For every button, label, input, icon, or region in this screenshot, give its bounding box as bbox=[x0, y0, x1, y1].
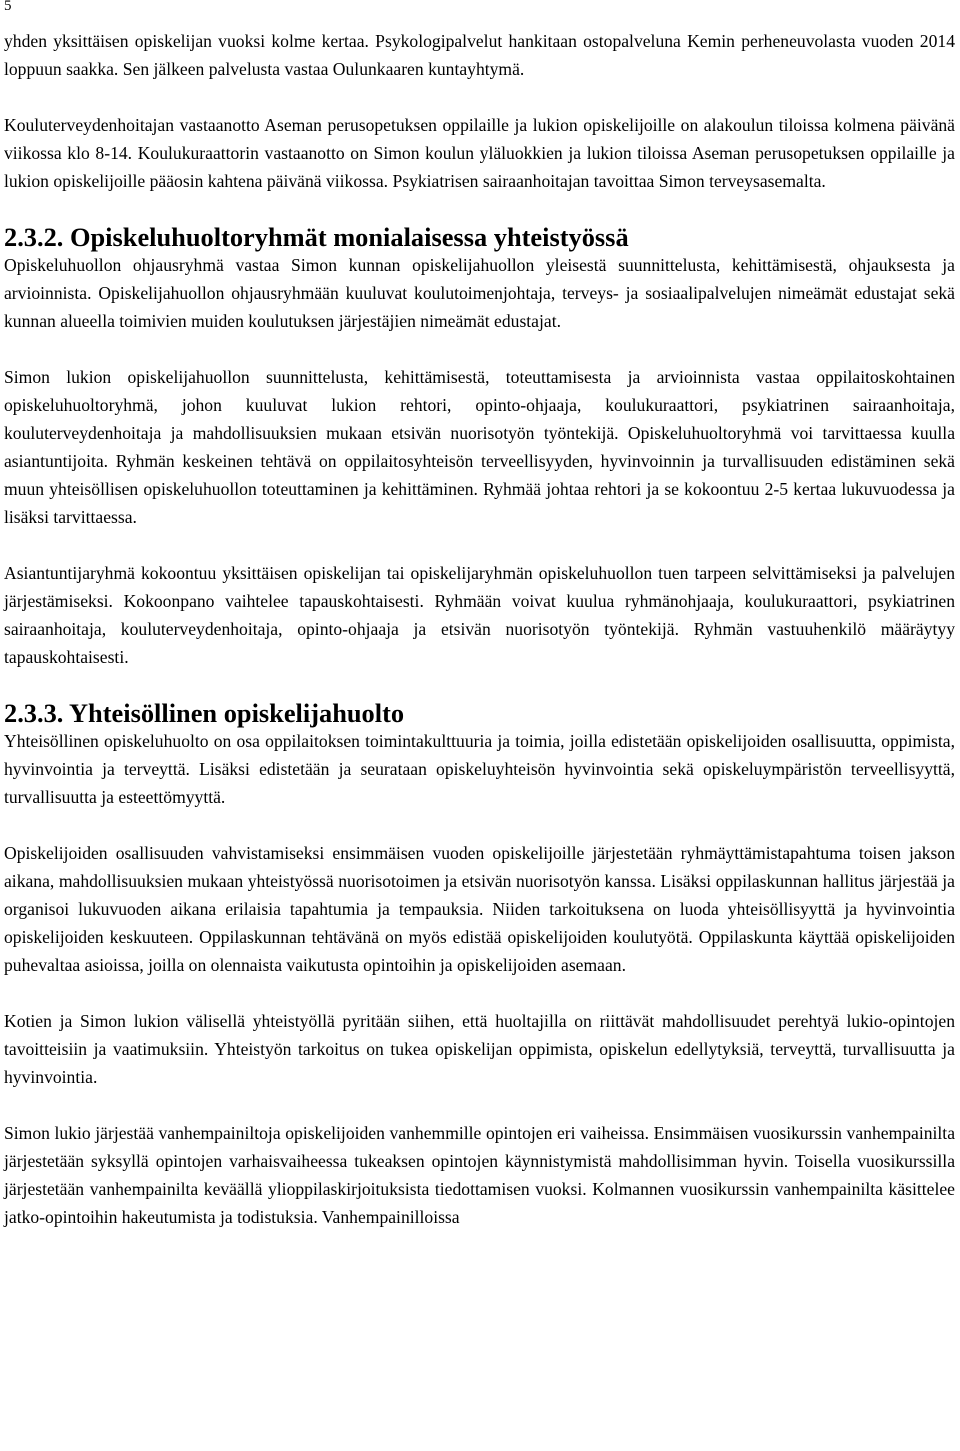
paragraph-psychologist-services: yhden yksittäisen opiskelijan vuoksi kolme kertaa. Psykologipalvelut hankitaan ostopalveluna Kemin perheneuvolasta vuoden 2014 loppuun saakka. Sen jälkeen palvelusta vastaa Oulunkaaren kuntayhtymä. bbox=[4, 31, 955, 79]
paragraph-spacer bbox=[4, 531, 955, 559]
paragraph-parent-evenings: Simon lukio järjestää vanhempainiltoja opiskelijoiden vanhemmille opintojen eri vaiheissa. Ensimmäisen vuosikurssin vanhempainilta järjestetään syksyllä opintojen varhaisvaiheessa tukeaksen opintojen käynnistymistä mahdollisimman hyvin. Toisella vuosikurssilla järjestetään vanhempainilta keväällä ylioppilaskirjoituksista tiedottamisen vuoksi. Kolmannen vuosikurssin vanhempainilta käsittelee jatko-opintoihin hakeutumista ja todistuksia. Vanhempainilloissa bbox=[4, 1123, 955, 1227]
section-heading-2-3-3: 2.3.3. Yhteisöllinen opiskelijahuolto bbox=[4, 698, 405, 728]
paragraph-reception-hours: Kouluterveydenhoitajan vastaanotto Aseman perusopetuksen oppilaille ja lukion opiskelijoille on alakoulun tiloissa kolmena päivänä viikossa klo 8-14. Koulukuraattorin vastaanotto on Simon koulun yläluokkien ja lukion tiloissa Aseman perusopetuksen oppilaille ja lukion opiskelijoille pääosin kahtena päivänä viikossa. Psykiatrisen sairaanhoitajan tavoittaa Simon terveysasemalta. bbox=[4, 115, 955, 191]
paragraph-spacer bbox=[4, 335, 955, 363]
document-body bbox=[4, 27, 955, 1231]
paragraph-student-participation: Opiskelijoiden osallisuuden vahvistamiseksi ensimmäisen vuoden opiskelijoille järjestetään ryhmäyttämistapahtuma toisen jakson aikana, mahdollisuuksien mukaan yhteistyössä nuorisotoimen ja etsivän nuorisotyön kanssa. Lisäksi oppilaskunnan hallitus järjestää ja organisoi lukuvuoden aikana erilaisia tapahtumia ja tempauksia. Niiden tarkoituksena on luoda yhteisöllisyyttä ja hyvinvointia opiskelijoiden keskuuteen. Oppilaskunnan tehtävänä on myös edistää opiskelijoiden koulutyötä. Oppilaskunta käyttää opiskelijoiden puhevaltaa asioissa, joilla on olennaista vaikutusta opintoihin ja opiskelijoiden asemaan. bbox=[4, 843, 955, 975]
paragraph-spacer bbox=[4, 1091, 955, 1119]
paragraph-communal-welfare: Yhteisöllinen opiskeluhuolto on osa oppilaitoksen toimintakulttuuria ja toimia, joilla edistetään opiskelijoiden osallisuutta, oppimista, hyvinvointia ja terveyttä. Lisäksi edistetään ja seurataan opiskeluyhteisön hyvinvointia sekä opiskeluympäristön terveellisyyttä, turvallisuutta ja esteettömyyttä. bbox=[4, 731, 955, 807]
section-heading-2-3-2: 2.3.2. Opiskeluhuoltoryhmät monialaisessa yhteistyössä bbox=[4, 222, 629, 252]
paragraph-spacer bbox=[4, 671, 955, 699]
paragraph-spacer bbox=[4, 811, 955, 839]
paragraph-home-cooperation: Kotien ja Simon lukion välisellä yhteistyöllä pyritään siihen, että huoltajilla on riittävät mahdollisuudet perehtyä lukio-opintojen tavoitteisiin ja vaatimuksiin. Yhteistyön tarkoitus on tukea opiskelijan oppimista, opiskelun edellytyksiä, terveyttä, turvallisuutta ja hyvinvointia. bbox=[4, 1011, 955, 1087]
paragraph-school-welfare-group: Simon lukion opiskelijahuollon suunnittelusta, kehittämisestä, toteuttamisesta ja arvioinnista vastaa oppilaitoskohtainen opiskeluhuoltoryhmä, johon kuuluvat lukion rehtori, opinto-ohjaaja, koulukuraattori, psykiatrinen sairaanhoitaja, kouluterveydenhoitaja ja mahdollisuuksien mukaan etsivän nuorisotyön työntekijä. Opiskeluhuoltoryhmä voi tarvittaessa kuulla asiantuntijoita. Ryhmän keskeinen tehtävä on oppilaitosyhteisön terveellisyyden, hyvinvoinnin ja turvallisuuden edistäminen sekä muun yhteisöllisen opiskeluhuollon toteuttaminen ja kehittäminen. Ryhmää johtaa rehtori ja se kokoontuu 2-5 kertaa lukuvuodessa ja lisäksi tarvittaessa. bbox=[4, 367, 955, 527]
paragraph-expert-group: Asiantuntijaryhmä kokoontuu yksittäisen opiskelijan tai opiskelijaryhmän opiskeluhuollon tuen tarpeen selvittämiseksi ja palvelujen järjestämiseksi. Kokoonpano vaihtelee tapauskohtaisesti. Ryhmään voivat kuulua ryhmänohjaaja, koulukuraattori, psykiatrinen sairaanhoitaja, kouluterveydenhoitaja, opinto-ohjaaja ja etsivän nuorisotyön työntekijä. Ryhmän vastuuhenkilö määräytyy tapauskohtaisesti. bbox=[4, 563, 955, 667]
page-number: 5 bbox=[4, 0, 12, 14]
paragraph-spacer bbox=[4, 195, 955, 223]
paragraph-spacer bbox=[4, 83, 955, 111]
paragraph-steering-group: Opiskeluhuollon ohjausryhmä vastaa Simon kunnan opiskelijahuollon yleisestä suunnittelusta, kehittämisestä, ohjauksesta ja arvioinnista. Opiskelijahuollon ohjausryhmään kuuluvat koulutoimenjohtaja, terveys- ja sosiaalipalvelujen nimeämät edustajat sekä kunnan alueella toimivien muiden koulutuksen järjestäjien nimeämät edustajat. bbox=[4, 255, 955, 331]
paragraph-spacer bbox=[4, 979, 955, 1007]
